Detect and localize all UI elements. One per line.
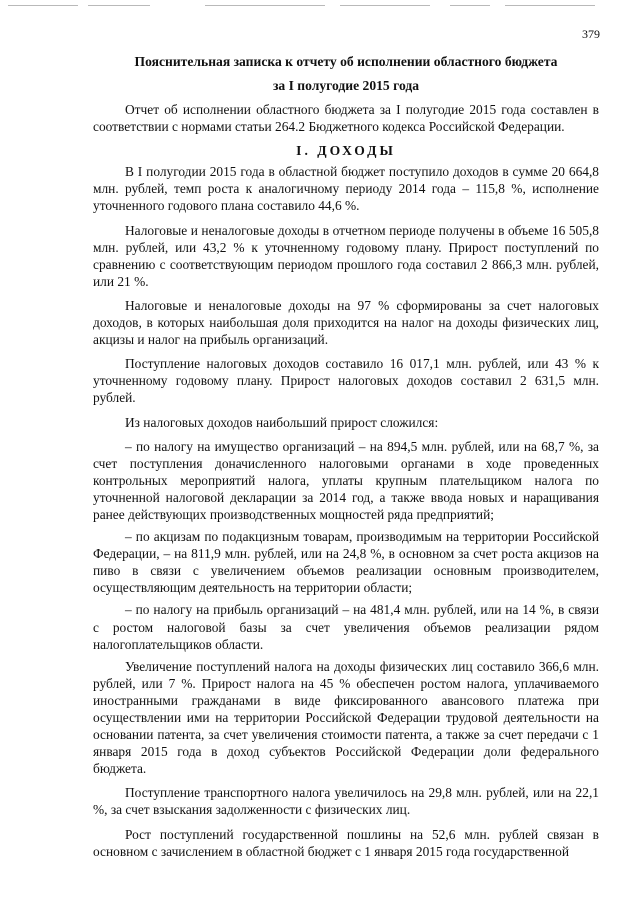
paragraph: Налоговые и неналоговые доходы на 97 % сформированы за счет налоговых доходов, в которых наибольшая доля приходится на налог на доходы физических лиц, акцизы и налог на прибыль организаций. bbox=[93, 297, 599, 348]
paragraph: В I полугодии 2015 года в областной бюджет поступило доходов в сумме 20 664,8 млн. рублей, темп роста к аналогичному периоду 2014 года – 115,8 %, исполнение уточненного годового плана составило 44,6 %. bbox=[93, 164, 599, 214]
section-heading: I. ДОХОДЫ bbox=[296, 143, 396, 159]
document-title-line1: Пояснительная записка к отчету об исполнении областного бюджета bbox=[134, 54, 558, 69]
document-title-line2: за I полугодие 2015 года bbox=[272, 78, 420, 93]
paragraph: Поступление транспортного налога увеличилось на 29,8 млн. рублей, или на 22,1 %, за счет взыскания задолженности с физических лиц. bbox=[93, 785, 599, 818]
scan-artifact-top bbox=[0, 0, 640, 12]
paragraph: Из налоговых доходов наибольший прирост сложился: bbox=[125, 414, 439, 430]
paragraph: Налоговые и неналоговые доходы в отчетном периоде получены в объеме 16 505,8 млн. рублей, или 43,2 % к уточненному годовому плану. Прирост поступлений по сравнению с соответствующим периодом прошлого года составил 2 866,3 млн. рублей, или 21 %. bbox=[93, 222, 599, 289]
paragraph: Поступление налоговых доходов составило 16 017,1 млн. рублей, или 43 % к уточненному годовому плану. Прирост налоговых доходов составил 2 631,5 млн. рублей. bbox=[93, 356, 599, 406]
list-item: – по налогу на имущество организаций – на 894,5 млн. рублей, или на 68,7 %, за счет поступления доначисленного налоговыми органами в ходе проведенных контрольных мероприятий налога, уплаты крупным плательщиком налога по уточненной налоговой декларации за 2014 год, а также ввода новых и наращивания ранее действующих производственных мощностей ряда предприятий; bbox=[93, 438, 599, 522]
list-item: – по акцизам по подакцизным товарам, производимым на территории Российской Федерации, – на 811,9 млн. рублей, или на 24,8 %, в основном за счет роста акцизов на пиво в связи с увеличением объемов реализации основным производителем, осуществляющим деятельность на территории области; bbox=[93, 529, 599, 596]
list-item: – по налогу на прибыль организаций – на 481,4 млн. рублей, или на 14 %, в связи с ростом налоговой базы за счет увеличения объемов реализации рядом налогоплательщиков области. bbox=[93, 602, 599, 652]
document-body bbox=[93, 53, 599, 867]
intro-paragraph: Отчет об исполнении областного бюджета за I полугодие 2015 года составлен в соответствии с нормами статьи 264.2 Бюджетного кодекса Российской Федерации. bbox=[93, 102, 599, 135]
page-number: 379 bbox=[582, 27, 600, 41]
paragraph: Рост поступлений государственной пошлины на 52,6 млн. рублей связан в основном с зачислением в областной бюджет с 1 января 2015 года государственной bbox=[93, 826, 599, 859]
paragraph: Увеличение поступлений налога на доходы физических лиц составило 366,6 млн. рублей, или 7 %. Прирост налога на 45 % обеспечен ростом налога, уплачиваемого иностранными гражданами в виде фиксированного авансового платежа при осуществлении ими на территории Российской Федерации трудовой деятельности на основании патента, за счет увеличения стоимости патента, а также за счет передачи с 1 января 2015 года в доход субъектов Российской Федерации доли федерального бюджета. bbox=[93, 658, 599, 777]
